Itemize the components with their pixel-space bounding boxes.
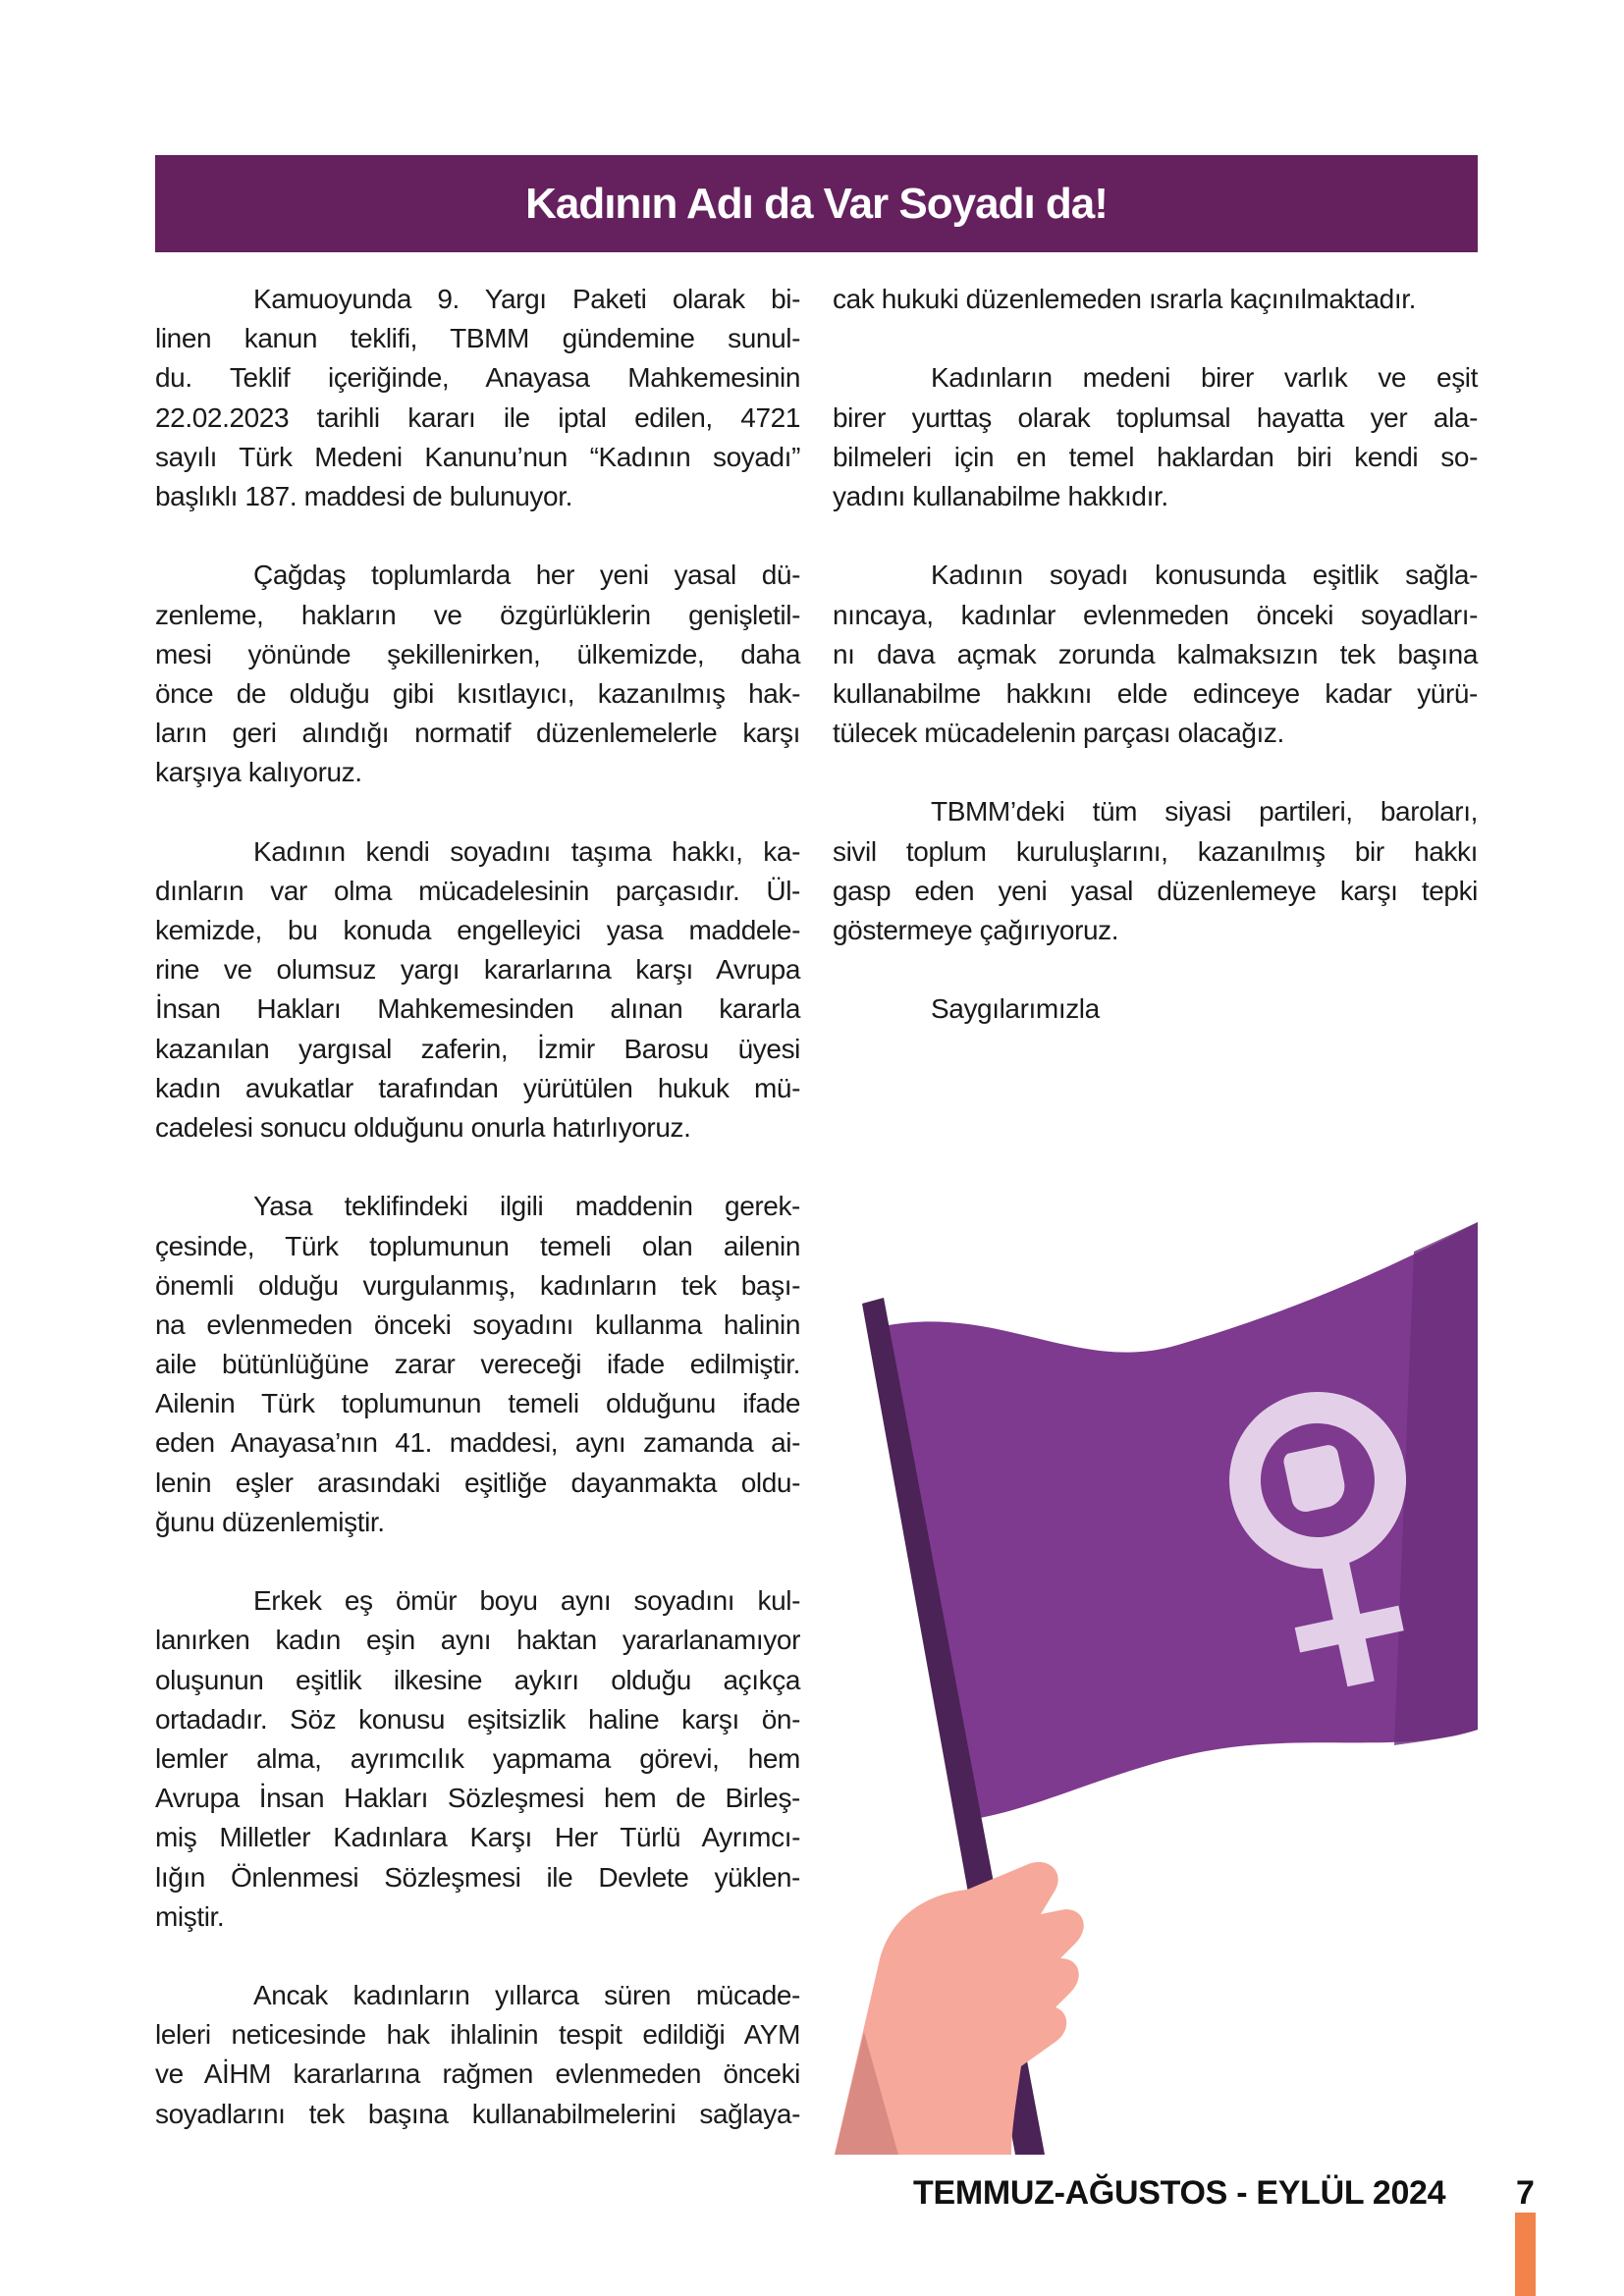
paragraph xyxy=(155,1187,800,1542)
text-line: linen kanun teklifi, TBMM gündemine sunul- xyxy=(155,323,800,354)
text-line: bilmeleri için en temel haklardan biri kendi so- xyxy=(833,441,1478,472)
text-line: lenin eşler arasındaki eşitliğe dayanmakta oldu- xyxy=(155,1467,800,1498)
paragraph xyxy=(155,556,800,792)
text-line: 22.02.2023 tarihli kararı ile iptal edilen, 4721 xyxy=(155,401,800,433)
text-line: cadelesi sonucu olduğunu onurla hatırlıyoruz. xyxy=(155,1111,691,1143)
text-line: gasp eden yeni yasal düzenlemeye karşı tepki xyxy=(833,875,1478,906)
text-line: önce de olduğu gibi kısıtlayıcı, kazanılmış hak- xyxy=(155,677,800,709)
paragraph xyxy=(155,1976,800,2134)
paragraph xyxy=(833,792,1478,950)
text-line: du. Teklif içeriğinde, Anayasa Mahkemesinin xyxy=(155,362,800,394)
text-line: Ailenin Türk toplumunun temeli olduğunu ifade xyxy=(155,1388,800,1419)
paragraph xyxy=(155,832,800,1148)
text-line: ğunu düzenlemiştir. xyxy=(155,1506,385,1537)
text-line: oluşunun eşitlik ilkesine aykırı olduğu açıkça xyxy=(155,1664,800,1695)
text-line: yadını kullanabilme hakkıdır. xyxy=(833,480,1168,511)
text-line: kadın avukatlar tarafından yürütülen hukuk mü- xyxy=(155,1072,800,1103)
text-line: TBMM’deki tüm siyasi partileri, baroları, xyxy=(931,796,1478,828)
text-line: çesinde, Türk toplumunun temeli olan ailenin xyxy=(155,1230,800,1261)
text-line: rine ve olumsuz yargı kararlarına karşı Avrupa xyxy=(155,954,800,986)
hand-icon xyxy=(835,1862,1084,2155)
text-line: Yasa teklifindeki ilgili maddenin gerek- xyxy=(253,1191,800,1222)
text-line: ların geri alındığı normatif düzenlemelerle karşı xyxy=(155,718,800,749)
accent-bar xyxy=(1515,2213,1536,2296)
page-number: 7 xyxy=(1516,2174,1535,2212)
text-line: Kadının soyadı konusunda eşitlik sağla- xyxy=(931,560,1478,591)
text-line: ortadadır. Söz konusu eşitsizlik haline karşı ön- xyxy=(155,1703,800,1735)
text-line: ve AİHM kararlarına rağmen evlenmeden önceki xyxy=(155,2058,800,2090)
text-line: kullanabilme hakkını elde edinceye kadar yürü- xyxy=(833,677,1478,709)
text-line: leleri neticesinde hak ihlalinin tespit edildiği AYM xyxy=(155,2019,800,2051)
text-line: kemizde, bu konuda engelleyici yasa maddele- xyxy=(155,915,800,945)
text-line: göstermeye çağırıyoruz. xyxy=(833,915,1119,945)
text-line: Kamuoyunda 9. Yargı Paketi olarak bi- xyxy=(253,284,800,314)
text-line: Çağdaş toplumlarda her yeni yasal dü- xyxy=(253,560,800,591)
left-column xyxy=(155,280,800,2173)
text-line: kazanılan yargısal zaferin, İzmir Barosu üyesi xyxy=(155,1033,800,1064)
text-line: eden Anayasa’nın 41. maddesi, aynı zamanda ai- xyxy=(155,1427,800,1459)
text-line: önemli olduğu vurgulanmış, kadınların tek başı- xyxy=(155,1269,800,1301)
text-line: Kadınların medeni birer varlık ve eşit xyxy=(931,362,1478,394)
page-title: Kadının Adı da Var Soyadı da! xyxy=(525,179,1108,228)
text-line: Saygılarımızla xyxy=(931,993,1100,1025)
text-line: karşıya kalıyoruz. xyxy=(155,757,362,788)
paragraph xyxy=(833,358,1478,516)
text-line: miş Milletler Kadınlara Karşı Her Türlü Ayrımcı- xyxy=(155,1822,800,1853)
text-line: mesi yönünde şekillenirken, ülkemizde, daha xyxy=(155,638,800,669)
text-line: cak hukuki düzenlemeden ısrarla kaçınılmaktadır. xyxy=(833,284,1416,314)
text-line: miştir. xyxy=(155,1900,225,1932)
issue-date: TEMMUZ-AĞUSTOS - EYLÜL 2024 xyxy=(913,2174,1446,2212)
text-line: başlıklı 187. maddesi de bulunuyor. xyxy=(155,480,572,511)
paragraph xyxy=(833,280,1478,319)
text-line: lemler alma, ayrımcılık yapmama görevi, hem xyxy=(155,1742,800,1774)
title-bar xyxy=(155,155,1478,252)
text-line: Avrupa İnsan Hakları Sözleşmesi hem de Birleş- xyxy=(155,1783,800,1814)
text-line: tülecek mücadelenin parçası olacağız. xyxy=(833,718,1284,749)
text-line: Kadının kendi soyadını taşıma hakkı, ka- xyxy=(253,835,800,867)
text-line: İnsan Hakları Mahkemesinden alınan kararla xyxy=(155,993,800,1025)
text-line: nıncaya, kadınlar evlenmeden önceki soyadları- xyxy=(833,599,1478,630)
text-line: dınların var olma mücadelesinin parçasıdır. Ül- xyxy=(155,875,800,906)
paragraph xyxy=(833,556,1478,753)
text-line: sayılı Türk Medeni Kanunu’nun “Kadının soyadı” xyxy=(155,441,800,472)
text-line: soyadlarını tek başına kullanabilmelerini sağlaya- xyxy=(155,2098,800,2129)
text-line: zenleme, hakların ve özgürlüklerin genişletil- xyxy=(155,599,800,630)
text-line: sivil toplum kuruluşlarını, kazanılmış bir hakkı xyxy=(833,835,1478,867)
text-line: Ancak kadınların yıllarca süren mücade- xyxy=(253,1980,800,2011)
paragraph xyxy=(155,1581,800,1937)
text-line: aile bütünlüğüne zarar vereceği ifade edilmiştir. xyxy=(155,1349,800,1380)
feminist-flag-illustration xyxy=(835,1207,1483,2160)
paragraph xyxy=(833,989,1478,1029)
text-line: lanırken kadın eşin aynı haktan yararlanamıyor xyxy=(155,1625,800,1656)
text-line: birer yurttaş olarak toplumsal hayatta yer ala- xyxy=(833,401,1478,433)
right-column xyxy=(833,280,1478,1069)
text-line: nı dava açmak zorunda kalmaksızın tek başına xyxy=(833,638,1478,669)
text-line: Erkek eş ömür boyu aynı soyadını kul- xyxy=(253,1585,800,1617)
paragraph xyxy=(155,280,800,516)
text-line: na evlenmeden önceki soyadını kullanma halinin xyxy=(155,1308,800,1340)
text-line: lığın Önlenmesi Sözleşmesi ile Devlete yüklen- xyxy=(155,1861,800,1893)
